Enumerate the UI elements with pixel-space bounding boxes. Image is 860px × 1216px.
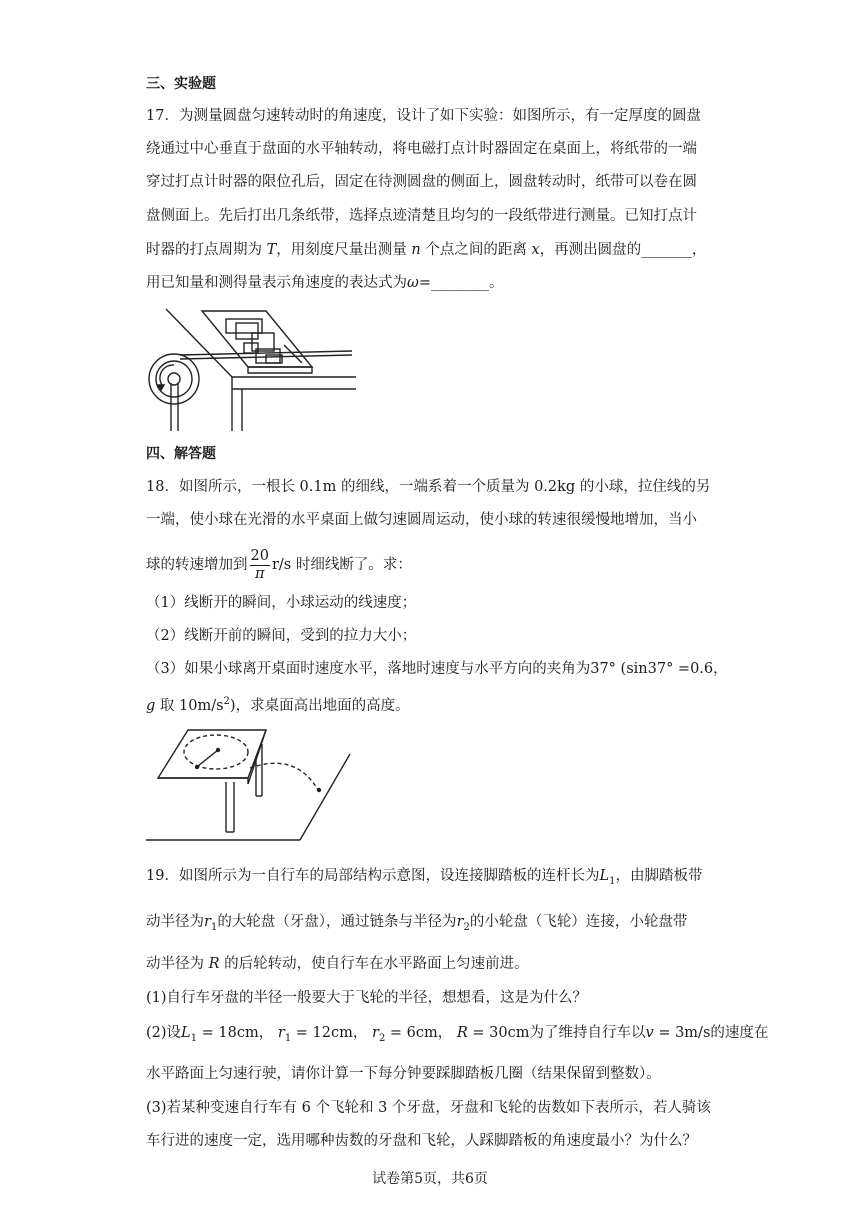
q17-figure-disc-timer bbox=[144, 305, 360, 433]
q19-line-3: 动半径为 R 的后轮转动，使自行车在水平路面上匀速前进。 bbox=[146, 956, 529, 972]
section-heading-answer: 四、解答题 bbox=[146, 446, 216, 462]
section-heading-experiment: 三、实验题 bbox=[146, 76, 216, 92]
q17-line-1: 17．为测量圆盘匀速转动时的角速度，设计了如下实验：如图所示，有一定厚度的圆盘 bbox=[146, 108, 701, 124]
q19-line-1: 19．如图所示为一自行车的局部结构示意图，设连接脚踏板的连杆长为$L_1$，由脚踏板带 bbox=[146, 868, 703, 887]
page-footer: 试卷第5页，共6页 bbox=[372, 1171, 488, 1187]
q18-part-3: （3）如果小球离开桌面时速度水平，落地时速度与水平方向的夹角为37° (sin37° =0.6， bbox=[146, 661, 728, 677]
q19-part-1: (1)自行车牙盘的半径一般要大于飞轮的半径，想想看，这是为什么？ bbox=[146, 990, 588, 1006]
q17-line-6: 用已知量和测得量表示角速度的表达式为ω=________。 bbox=[146, 275, 504, 291]
q18-line-3: 球的转速增加到 $\frac{20}{\pi}$ r/s 时细线断了。求： bbox=[146, 547, 412, 582]
q18-part-1: （1）线断开的瞬间，小球运动的线速度； bbox=[146, 595, 417, 611]
q18-line-2: 一端，使小球在光滑的水平桌面上做匀速圆周运动，使小球的转速很缓慢地增加，当小 bbox=[146, 512, 697, 528]
q18-part-2: （2）线断开前的瞬间，受到的拉力大小； bbox=[146, 628, 417, 644]
q18-line-1: 18．如图所示，一根长 0.1m 的细线，一端系着一个质量为 0.2kg 的小球，拉住线的另 bbox=[146, 479, 711, 495]
q19-part-2: (2)设$L_1 = 18cm$， $r_1 = 12cm$， $r_2 = 6cm$， R = 30cm为了维持自行车以v = 3m/s的速度在 bbox=[146, 1025, 769, 1044]
q18-fraction: $\frac{20}{\pi}$ bbox=[250, 547, 269, 582]
q19-part-3-line-1: (3)若某种变速自行车有 6 个飞轮和 3 个牙盘，牙盘和飞轮的齿数如下表所示，若人骑该 bbox=[146, 1100, 711, 1116]
q17-line-5: 时器的打点周期为 T，用刻度尺量出测量 n 个点之间的距离 x，再测出圆盘的_______， bbox=[146, 242, 707, 258]
q17-line-2: 绕通过中心垂直于盘面的水平轴转动，将电磁打点计时器固定在桌面上，将纸带的一端 bbox=[146, 141, 697, 157]
q17-line-3: 穿过打点计时器的限位孔后，固定在待测圆盘的侧面上，圆盘转动时，纸带可以卷在圆 bbox=[146, 174, 697, 190]
q17-line-4: 盘侧面上。先后打出几条纸带，选择点迹清楚且均匀的一段纸带进行测量。已知打点计 bbox=[146, 208, 697, 224]
q19-line-2: 动半径为$r_1$的大轮盘（牙盘），通过链条与半径为$r_2$的小轮盘（飞轮）连接，小轮盘带 bbox=[146, 914, 688, 933]
q19-part-3-line-2: 车行进的速度一定，选用哪种齿数的牙盘和飞轮，人踩脚踏板的角速度最小？为什么？ bbox=[146, 1133, 697, 1149]
q18-figure-table-projectile bbox=[146, 724, 356, 844]
q19-part-2-cont: 水平路面上匀速行驶，请你计算一下每分钟要踩脚踏板几圈（结果保留到整数）。 bbox=[146, 1066, 661, 1082]
q18-part-3-cont: g 取 $10m/s^2$)，求桌面高出地面的高度。 bbox=[146, 696, 410, 714]
